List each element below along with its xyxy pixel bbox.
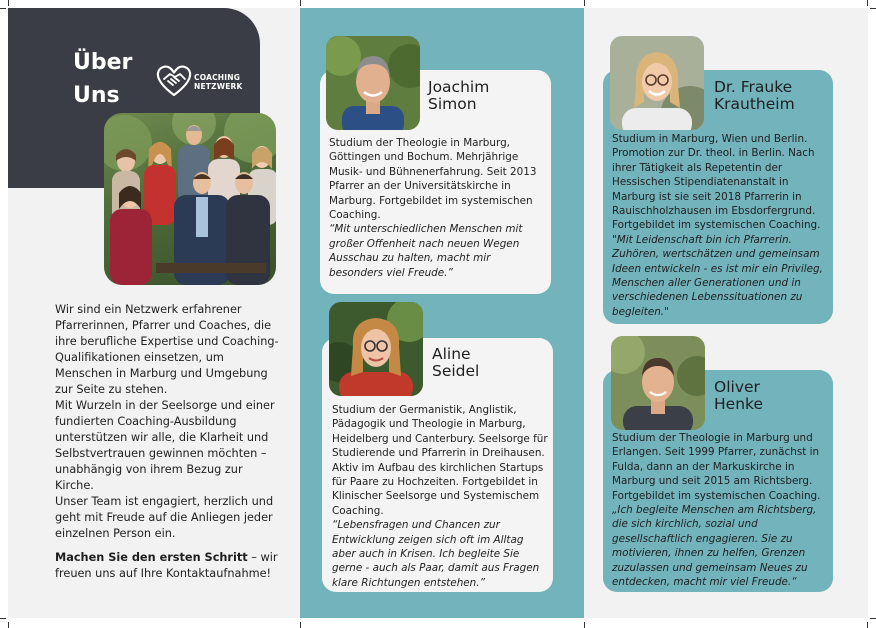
page-title	[73, 46, 153, 112]
crop-mark	[870, 618, 876, 619]
team-group-photo	[104, 113, 276, 285]
portrait-joachim-simon	[326, 36, 420, 130]
cta-bold: Machen Sie den ersten Schritt	[55, 551, 248, 564]
crop-mark	[867, 0, 868, 6]
crop-mark	[300, 0, 301, 6]
bio-text: Studium der Theologie in Marburg und Erlangen. Seit 1999 Pfarrer, zunächst in Fulda, dann an der Markuskirche in Marburg und seit 2015 am Richtsberg. Fortgebildet im systemischen Coaching.	[612, 432, 821, 502]
person-bio	[332, 403, 550, 590]
crop-mark	[584, 0, 585, 6]
portrait-frauke-krautheim	[610, 36, 704, 130]
bio-text: Studium in Marburg, Wien und Berlin. Promotion zur Dr. theol. in Berlin. Nach ihrer Tätigkeit als Repetentin der Hessischen Stipendiatenanstalt in Marburg ist sie seit 2018 Pfarrerin in Rauischholzhausen im Ebsdorfergrund. Fortgebildet im systemischen Coaching.	[612, 133, 821, 232]
intro-paragraph: Mit Wurzeln in der Seelsorge und einer fundierten Coaching-Ausbildung unterstützen wir alle, die Klarheit und Selbstvertrauen gewinnen möchten – unabhängig von ihrem Bezug zur Kirche.	[55, 399, 275, 492]
intro-paragraph: Unser Team ist engagiert, herzlich und geht mit Freude auf die Anliegen jeder einzelnen Person ein.	[55, 495, 274, 540]
person-bio	[612, 431, 832, 589]
bio-quote: "Mit Leidenschaft bin ich Pfarrerin. Zuhören, wertschätzen und gemeinsam Ideen entwickeln - es ist mir ein Privileg, Menschen aller Generationen und in verschiedenen Lebenssituationen zu begleiten."	[612, 233, 823, 318]
intro-text	[55, 302, 281, 542]
cta-text: – wir freuen uns auf Ihre Kontaktaufnahme!	[55, 551, 278, 580]
person-name: Oliver Henke	[714, 378, 763, 413]
bio-text: Studium der Theologie in Marburg, Göttingen und Bochum. Mehrjährige Musik- und Bühnenerfahrung. Seit 2013 Pfarrer an der Universitätskirche in Marburg. Fortgebildet im systemischen Coaching.	[329, 137, 537, 222]
logo-text: COACHING NETZWERK	[194, 73, 243, 91]
call-to-action	[55, 550, 287, 582]
intro-paragraph: Wir sind ein Netzwerk erfahrener Pfarrerinnen, Pfarrer und Coaches, die ihre berufliche Expertise und Coaching-Qualifikationen einsetzen, um Menschen in Marburg und Umgebung zur Seite zu stehen.	[55, 303, 279, 396]
handshake-heart-icon	[156, 64, 192, 98]
portrait-aline-seidel	[329, 302, 423, 396]
person-bio	[329, 136, 545, 280]
crop-mark	[0, 618, 6, 619]
person-name: Dr. Frauke Krautheim	[714, 78, 795, 113]
crop-mark	[8, 622, 9, 628]
coaching-netzwerk-logo	[156, 64, 252, 98]
person-name: Joachim Simon	[428, 78, 490, 113]
bio-quote: “Mit unterschiedlichen Menschen mit großer Offenheit nach neuen Wegen Ausschau zu halten, macht mir besonders viel Freude.”	[329, 223, 523, 279]
portrait-oliver-henke	[611, 336, 705, 430]
crop-mark	[870, 8, 876, 9]
crop-mark	[867, 622, 868, 628]
crop-mark	[300, 622, 301, 628]
crop-mark	[584, 622, 585, 628]
bio-text: Studium der Germanistik, Anglistik, Pädagogik und Theologie in Marburg, Heidelberg und Canterbury. Seelsorge für Studierende und Pfarrerin in Dreihausen. Aktiv im Aufbau des kirchlichen Startups für Paare zu Hochzeiten. Fortgebildet in Klinischer Seelsorge und Systemischem Coaching.	[332, 404, 548, 517]
person-name: Aline Seidel	[432, 345, 480, 380]
bio-quote: „Ich begleite Menschen am Richtsberg, die sich kirchlich, sozial und gesellschaftlich engagieren. Sie zu motivieren, ihnen zu helfen, Grenzen zuzulassen und gemeinsam Neues zu entdecken, macht mir viel Freude.“	[612, 504, 817, 589]
title-line-2: Uns	[73, 83, 120, 108]
person-bio	[612, 132, 832, 319]
title-line-1: Über	[73, 50, 133, 75]
crop-mark	[0, 8, 6, 9]
bio-quote: “Lebensfragen und Chancen zur Entwicklung zeigen sich oft im Alltag aber auch in Krisen. Ich begleite Sie gerne - auch als Paar, damit aus Fragen klare Richtungen entstehen.”	[332, 519, 540, 589]
crop-mark	[8, 0, 9, 6]
